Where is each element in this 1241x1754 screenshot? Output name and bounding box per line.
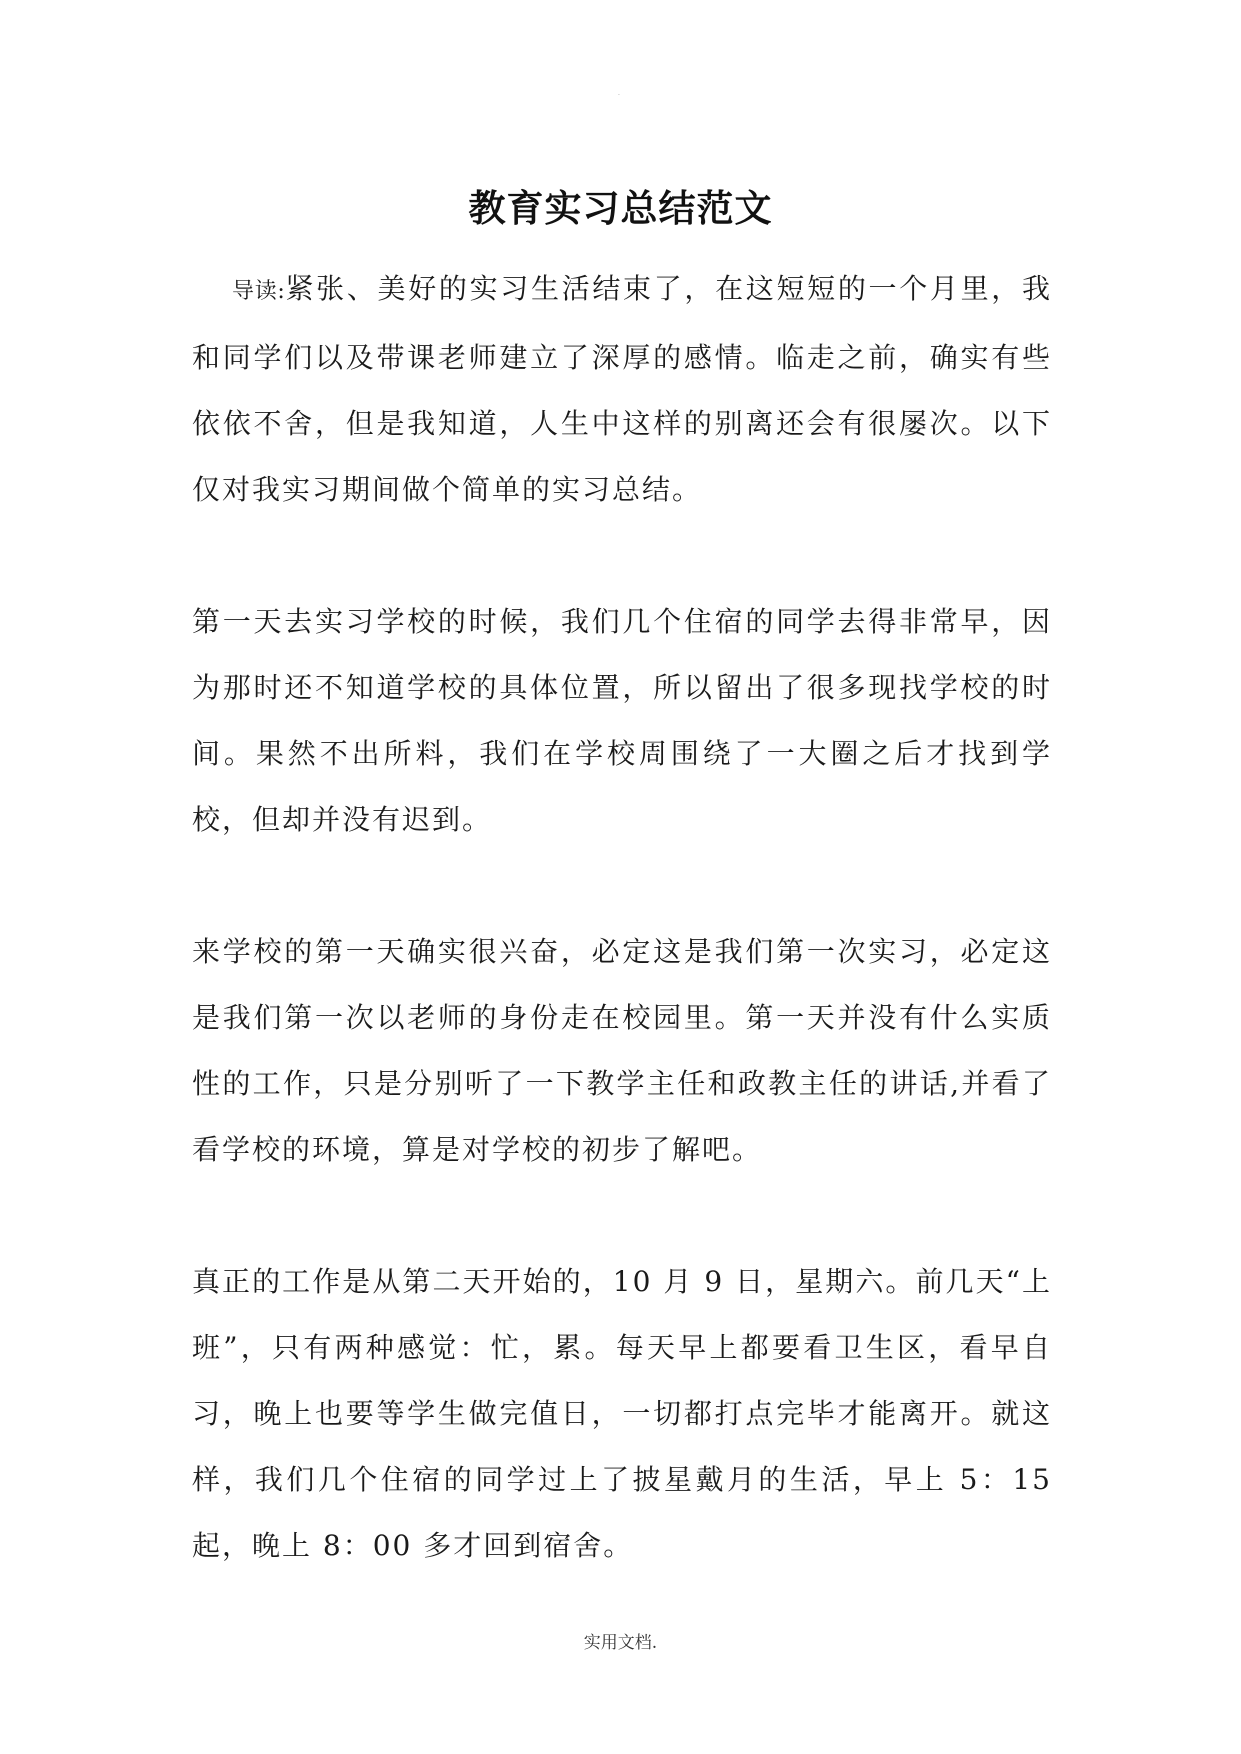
paragraph: 来学校的第一天确实很兴奋，必定这是我们第一次实习，必定这是我们第一次以老师的身份走在校园里。第一天并没有什么实质性的工作，只是分别听了一下教学主任和政教主任的讲话,并看了看学校的环境，算是对学校的初步了解吧。 (192, 935, 1052, 1166)
header-mark: . (618, 90, 620, 97)
paragraph-text: 紧张、美好的实习生活结束了，在这短短的一个月里，我和同学们以及带课老师建立了深厚的感情。临走之前，确实有些依依不舍，但是我知道，人生中这样的别离还会有很屡次。以下仅对我实习期间做个简单的实习总结。 (192, 272, 1052, 506)
paragraph: 第一天去实习学校的时候，我们几个住宿的同学去得非常早，因为那时还不知道学校的具体位置，所以留出了很多现找学校的时间。果然不出所料，我们在学校周围绕了一大圈之后才找到学校，但却并没有迟到。 (192, 605, 1052, 836)
document-body (192, 256, 1052, 1579)
document-title: 教育实习总结范文 (468, 185, 773, 230)
page-footer: 实用文档. (583, 1633, 658, 1653)
paragraph: 真正的工作是从第二天开始的，10 月 9 日，星期六。前几天“上班”，只有两种感觉：忙，累。每天早上都要看卫生区，看早自习，晚上也要等学生做完值日，一切都打点完毕才能离开。就这样，我们几个住宿的同学过上了披星戴月的生活，早上 5：15 起，晚上 8：00 多才回到宿舍。 (192, 1265, 1052, 1562)
paragraph-lead (192, 256, 1052, 523)
lead-label: 导读: (232, 279, 285, 304)
